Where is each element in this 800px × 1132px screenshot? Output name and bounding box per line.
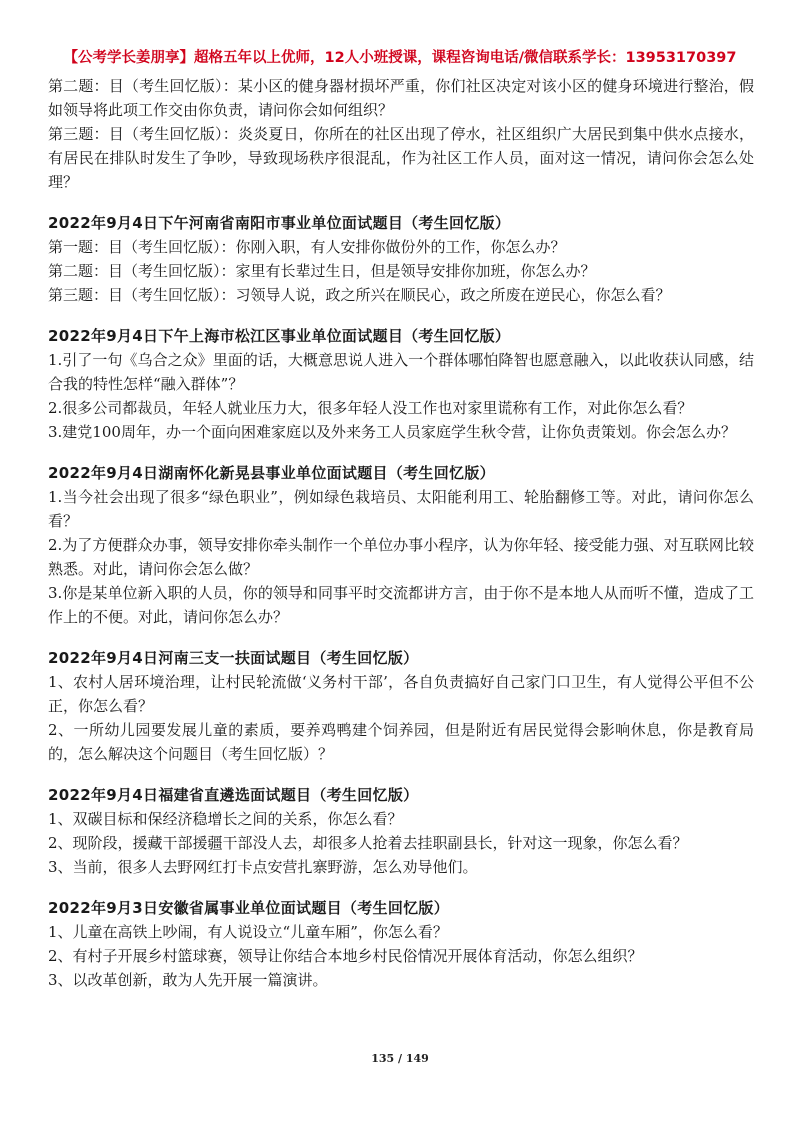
question-item: 第二题：目（考生回忆版）：某小区的健身器材损坏严重，你们社区决定对该小区的健身环境进行整治，假如领导将此项工作交由你负责，请问你会如何组织？ <box>48 77 754 119</box>
question-item: 1.引了一句《乌合之众》里面的话，大概意思说人进入一个群体哪怕降智也愿意融入，以此收获认同感，结合我的特性怎样“融入群体”？ <box>48 351 754 393</box>
section-heading: 2022年9月4日下午上海市松江区事业单位面试题目（考生回忆版） <box>48 327 511 345</box>
question-item: 3、当前，很多人去野网红打卡点安营扎寨野游，怎么劝导他们。 <box>48 858 478 876</box>
question-item: 1、双碳目标和保经济稳增长之间的关系，你怎么看？ <box>48 810 403 828</box>
question-item: 1、农村人居环境治理，让村民轮流做‘义务村干部’，各自负责搞好自己家门口卫生，有人觉得公平但不公正，你怎么看？ <box>48 673 754 715</box>
section-heading: 2022年9月3日安徽省属事业单位面试题目（考生回忆版） <box>48 899 450 917</box>
question-item: 1、儿童在高铁上吵闹，有人说设立“儿童车厢”，你怎么看？ <box>48 923 448 941</box>
promo-banner: 【公考学长姜朋享】超格五年以上优师，12人小班授课，课程咨询电话/微信联系学长：13953170397 <box>63 50 737 66</box>
question-item: 2.为了方便群众办事，领导安排你牵头制作一个单位办事小程序，认为你年轻、接受能力强、对互联网比较熟悉。对此，请问你会怎么做？ <box>48 536 754 578</box>
document-body <box>48 74 754 992</box>
section-heading: 2022年9月4日河南三支一扶面试题目（考生回忆版） <box>48 649 419 667</box>
question-item: 2、现阶段，援藏干部援疆干部没人去，却很多人抢着去挂职副县长，针对这一现象，你怎么看？ <box>48 834 688 852</box>
question-item: 3.你是某单位新入职的人员，你的领导和同事平时交流都讲方言，由于你不是本地人从而听不懂，造成了工作上的不便。对此，请问你怎么办？ <box>48 584 754 626</box>
question-item: 1.当今社会出现了很多“绿色职业”，例如绿色栽培员、太阳能利用工、轮胎翻修工等。对此，请问你怎么看？ <box>48 488 754 530</box>
exam-section <box>48 646 754 766</box>
question-item: 2.很多公司都裁员，年轻人就业压力大，很多年轻人没工作也对家里谎称有工作，对此你怎么看？ <box>48 399 693 417</box>
question-item: 3、以改革创新，敢为人先开展一篇演讲。 <box>48 971 328 989</box>
section-heading: 2022年9月4日湖南怀化新晃县事业单位面试题目（考生回忆版） <box>48 464 495 482</box>
question-item: 2、有村子开展乡村篮球赛，领导让你结合本地乡村民俗情况开展体育活动，你怎么组织？ <box>48 947 643 965</box>
question-item: 2、一所幼儿园要发展儿童的素质，要养鸡鸭建个饲养园，但是附近有居民觉得会影响休息，你是教育局的，怎么解决这个问题目（考生回忆版）？ <box>48 721 754 763</box>
section-heading: 2022年9月4日下午河南省南阳市事业单位面试题目（考生回忆版） <box>48 214 511 232</box>
question-item: 3.建党100周年，办一个面向困难家庭以及外来务工人员家庭学生秋令营，让你负责策划。你会怎么办？ <box>48 423 736 441</box>
exam-section <box>48 896 754 992</box>
question-item: 第一题：目（考生回忆版）：你刚入职，有人安排你做份外的工作，你怎么办？ <box>48 238 566 256</box>
page-number: 135 / 149 <box>371 1052 429 1065</box>
exam-section <box>48 461 754 629</box>
question-item: 第二题：目（考生回忆版）：家里有长辈过生日，但是领导安排你加班，你怎么办？ <box>48 262 596 280</box>
exam-section <box>48 211 754 307</box>
section-heading: 2022年9月4日福建省直遴选面试题目（考生回忆版） <box>48 786 419 804</box>
exam-section <box>48 783 754 879</box>
exam-section <box>48 324 754 444</box>
question-item: 第三题：目（考生回忆版）：炎炎夏日，你所在的社区出现了停水，社区组织广大居民到集中供水点接水，有居民在排队时发生了争吵，导致现场秩序很混乱，作为社区工作人员，面对这一情况，请问你会怎么处理？ <box>48 125 754 191</box>
question-item: 第三题：目（考生回忆版）：习领导人说，政之所兴在顺民心，政之所废在逆民心，你怎么看？ <box>48 286 671 304</box>
